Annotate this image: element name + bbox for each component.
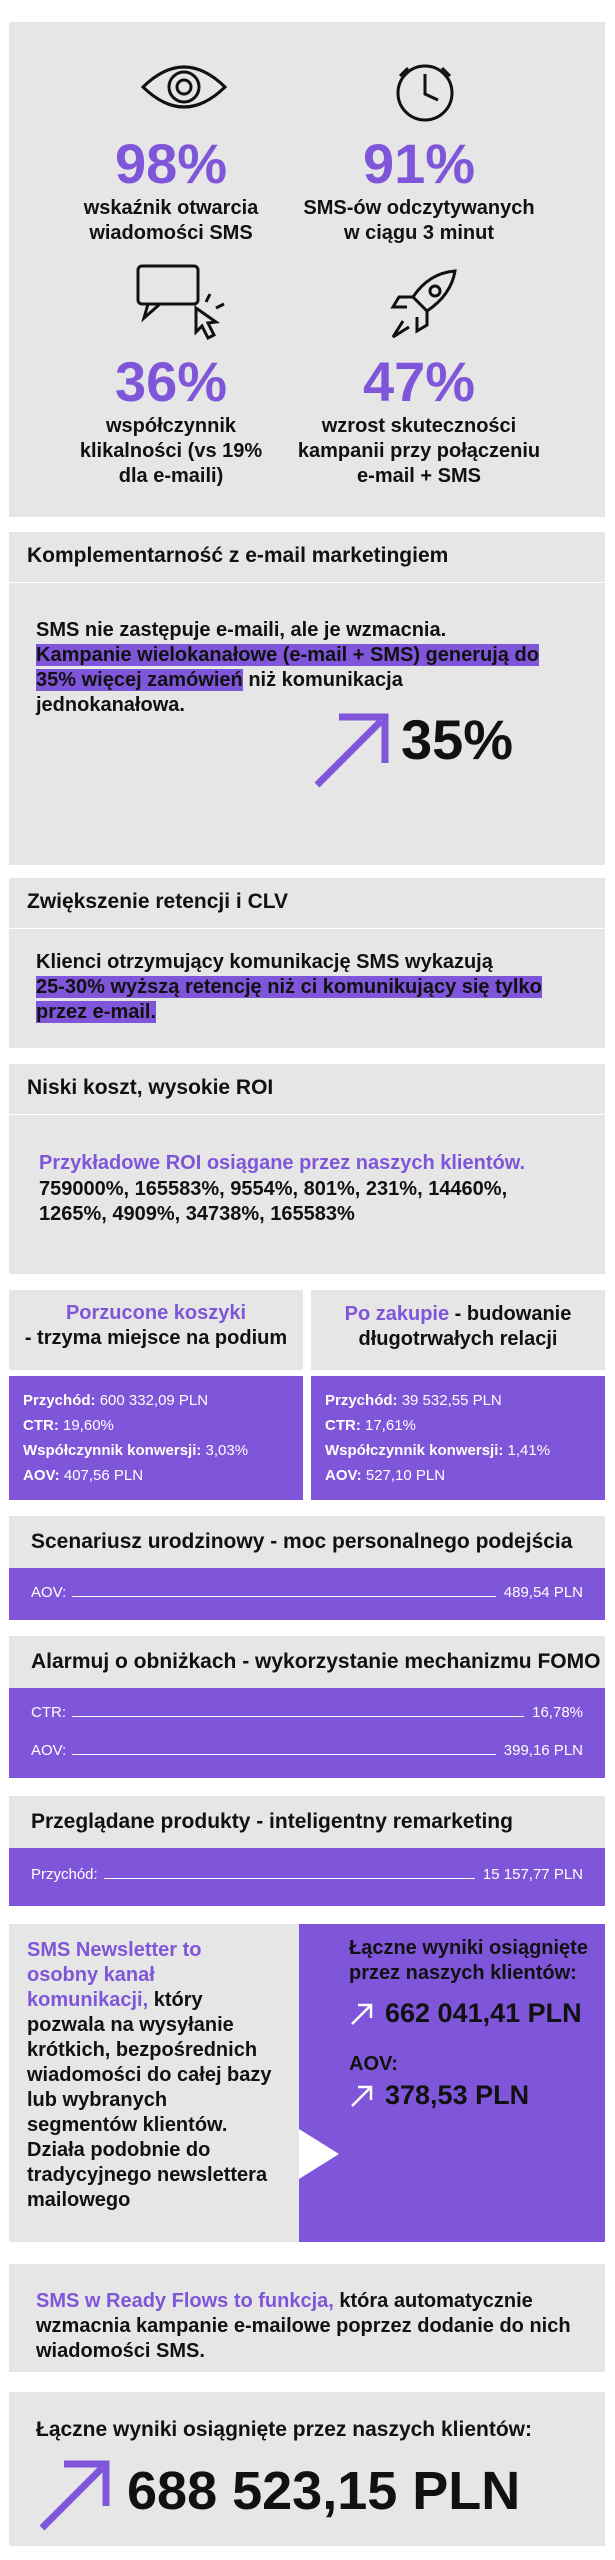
text-highlight: Kampanie wielokanałowe (e-mail + SMS) generują do 35% więcej zamówień bbox=[36, 644, 539, 691]
section-title: Przeglądane produkty - inteligentny remarketing bbox=[31, 1810, 513, 1833]
newsletter-text bbox=[27, 1938, 272, 2213]
newsletter-text-box bbox=[9, 1924, 299, 2242]
metric-key: AOV: bbox=[31, 1584, 67, 1601]
ready-flows-text bbox=[36, 2289, 581, 2364]
stat-label: SMS-ów odczytywanych w ciągu 3 minut bbox=[303, 197, 535, 244]
text-highlight: 25-30% wyższą retencję niż ci komunikujący się tylko przez e-mail. bbox=[36, 976, 542, 1023]
leader-line bbox=[72, 1754, 496, 1755]
price-drop-panel bbox=[9, 1636, 605, 1688]
metric-value: 489,54 PLN bbox=[503, 1584, 583, 1601]
price-drop-metrics bbox=[9, 1688, 605, 1778]
metric-value: 1,41% bbox=[507, 1442, 551, 1459]
text-rest: który pozwala na wysyłanie krótkich, bezpośrednich wiadomości do całej bazy lub wybranych segmentów klientów. Działa podobnie do tradycyjnego newslettera mailowego bbox=[27, 1989, 272, 2211]
text-accent: SMS Newsletter to osobny kanał komunikacji, bbox=[27, 1939, 202, 2011]
stat-label: współczynnik klikalności (vs 19% dla e-maili) bbox=[79, 415, 263, 487]
metric-value: 15 157,77 PLN bbox=[482, 1866, 583, 1883]
stat-value: 98% bbox=[114, 132, 228, 195]
click-message-icon bbox=[134, 262, 234, 342]
metric-value: 17,61% bbox=[365, 1417, 416, 1434]
metric-value: 600 332,09 PLN bbox=[99, 1392, 209, 1409]
stat-label: wzrost skuteczności kampanii przy połączeniu e-mail + SMS bbox=[297, 415, 541, 487]
metric-row bbox=[23, 1438, 248, 1463]
section-title: Alarmuj o obniżkach - wykorzystanie mechanizmu FOMO bbox=[31, 1650, 601, 1673]
rocket-icon bbox=[389, 267, 461, 347]
metric-key: AOV: bbox=[325, 1467, 362, 1484]
birthday-panel bbox=[9, 1516, 605, 1568]
arrow-up-right-icon bbox=[36, 2454, 116, 2534]
aov-label: AOV: bbox=[349, 2053, 398, 2075]
eye-icon bbox=[139, 57, 229, 117]
birthday-metrics bbox=[9, 1568, 605, 1620]
metric-row bbox=[23, 1463, 248, 1488]
text-accent: SMS w Ready Flows to funkcja, bbox=[36, 2290, 334, 2312]
big-percent: 35% bbox=[401, 708, 514, 771]
metric-row bbox=[325, 1463, 550, 1488]
metric-key: CTR: bbox=[23, 1417, 59, 1434]
card-title-rest: - budowanie długotrwałych relacji bbox=[358, 1303, 572, 1350]
card-header bbox=[9, 1290, 303, 1370]
metric-value: 39 532,55 PLN bbox=[401, 1392, 502, 1409]
text-rest: która automatycznie wzmacnia kampanie e-mailowe poprzez dodanie do nich wiadomości SMS. bbox=[36, 2290, 571, 2362]
divider bbox=[9, 928, 605, 929]
stat-value: 36% bbox=[114, 350, 228, 413]
metric-value: 407,56 PLN bbox=[63, 1467, 144, 1484]
card-header bbox=[311, 1290, 605, 1370]
leader-line bbox=[104, 1878, 475, 1879]
total-title: Łączne wyniki osiągnięte przez naszych klientów: bbox=[36, 2418, 532, 2441]
stat-open-rate bbox=[31, 134, 311, 246]
stat-value: 47% bbox=[362, 350, 476, 413]
text-plain: Klienci otrzymujący komunikację SMS wykazują bbox=[36, 951, 493, 973]
divider bbox=[9, 1114, 605, 1115]
stat-ctr bbox=[31, 352, 311, 489]
card-title bbox=[321, 1302, 595, 1352]
stat-read-time bbox=[279, 134, 559, 246]
metric-key: Współczynnik konwersji: bbox=[23, 1442, 202, 1459]
metric-key: AOV: bbox=[23, 1467, 60, 1484]
arrow-up-right-icon bbox=[349, 2001, 375, 2027]
roi-values: 759000%, 165583%, 9554%, 801%, 231%, 14460%, 1265%, 4909%, 34738%, 165583% bbox=[39, 1178, 508, 1225]
card-body bbox=[311, 1376, 605, 1500]
text-rest: niż komunikacja jednokanałowa. bbox=[36, 669, 403, 716]
metric-key: Współczynnik konwersji: bbox=[325, 1442, 504, 1459]
clock-icon bbox=[394, 62, 456, 124]
ready-flows-panel bbox=[9, 2264, 605, 2372]
section-title: Komplementarność z e-mail marketingiem bbox=[27, 544, 449, 567]
stat-value: 91% bbox=[362, 132, 476, 195]
metric-key: CTR: bbox=[31, 1704, 66, 1721]
metric-key: Przychód: bbox=[23, 1392, 96, 1409]
card-title-accent: Porzucone koszyki bbox=[65, 1302, 247, 1324]
card-title-rest: - trzyma miejsce na podium bbox=[24, 1327, 288, 1349]
arrow-up-right-icon bbox=[349, 2083, 375, 2109]
after-purchase-card bbox=[311, 1290, 605, 1500]
roi-panel bbox=[9, 1064, 605, 1274]
leader-line bbox=[72, 1716, 524, 1717]
card-title-accent: Po zakupie bbox=[344, 1303, 450, 1325]
metric-value: 399,16 PLN bbox=[503, 1742, 583, 1759]
newsletter-section bbox=[9, 1924, 605, 2242]
stats-panel bbox=[9, 22, 605, 517]
metric-row bbox=[23, 1413, 248, 1438]
total-panel bbox=[9, 2392, 605, 2546]
retention-panel bbox=[9, 878, 605, 1048]
metric-row bbox=[325, 1438, 550, 1463]
stat-label: wskaźnik otwarcia wiadomości SMS bbox=[83, 197, 259, 244]
card-body bbox=[9, 1376, 303, 1500]
metric-row bbox=[23, 1388, 248, 1413]
metric-key: AOV: bbox=[31, 1742, 67, 1759]
metric-key: Przychód: bbox=[325, 1392, 398, 1409]
browsed-panel bbox=[9, 1796, 605, 1848]
results-title: Łączne wyniki osiągnięte przez naszych klientów: bbox=[349, 1937, 588, 1984]
metric-value: 527,10 PLN bbox=[365, 1467, 446, 1484]
complementarity-panel bbox=[9, 532, 605, 865]
revenue-row bbox=[349, 1998, 589, 2029]
abandoned-carts-card bbox=[9, 1290, 303, 1500]
metric-row bbox=[325, 1413, 550, 1438]
complementarity-text bbox=[36, 618, 546, 718]
metric-value: 19,60% bbox=[63, 1417, 114, 1434]
text-plain: SMS nie zastępuje e-maili, ale je wzmacnia. bbox=[36, 619, 447, 641]
metric-key: CTR: bbox=[325, 1417, 361, 1434]
divider bbox=[9, 582, 605, 583]
total-value: 688 523,15 PLN bbox=[127, 2461, 521, 2521]
metric-row bbox=[325, 1388, 550, 1413]
newsletter-results bbox=[349, 1936, 589, 2111]
stat-campaign-lift bbox=[279, 352, 559, 489]
metric-value: 3,03% bbox=[205, 1442, 249, 1459]
browsed-metrics bbox=[9, 1848, 605, 1906]
aov-value: 378,53 PLN bbox=[385, 2080, 530, 2110]
revenue-value: 662 041,41 PLN bbox=[385, 1998, 582, 2028]
metric-value: 16,78% bbox=[532, 1704, 583, 1721]
section-title: Niski koszt, wysokie ROI bbox=[27, 1076, 274, 1099]
section-title: Scenariusz urodzinowy - moc personalnego podejścia bbox=[31, 1530, 573, 1553]
section-title: Zwiększenie retencji i CLV bbox=[27, 890, 289, 913]
retention-text bbox=[36, 950, 546, 1025]
arrow-up-right-icon bbox=[309, 707, 394, 792]
roi-intro: Przykładowe ROI osiągane przez naszych klientów. bbox=[39, 1152, 526, 1174]
metric-key: Przychód: bbox=[31, 1866, 98, 1883]
aov-row bbox=[349, 2080, 589, 2111]
leader-line bbox=[72, 1596, 496, 1597]
